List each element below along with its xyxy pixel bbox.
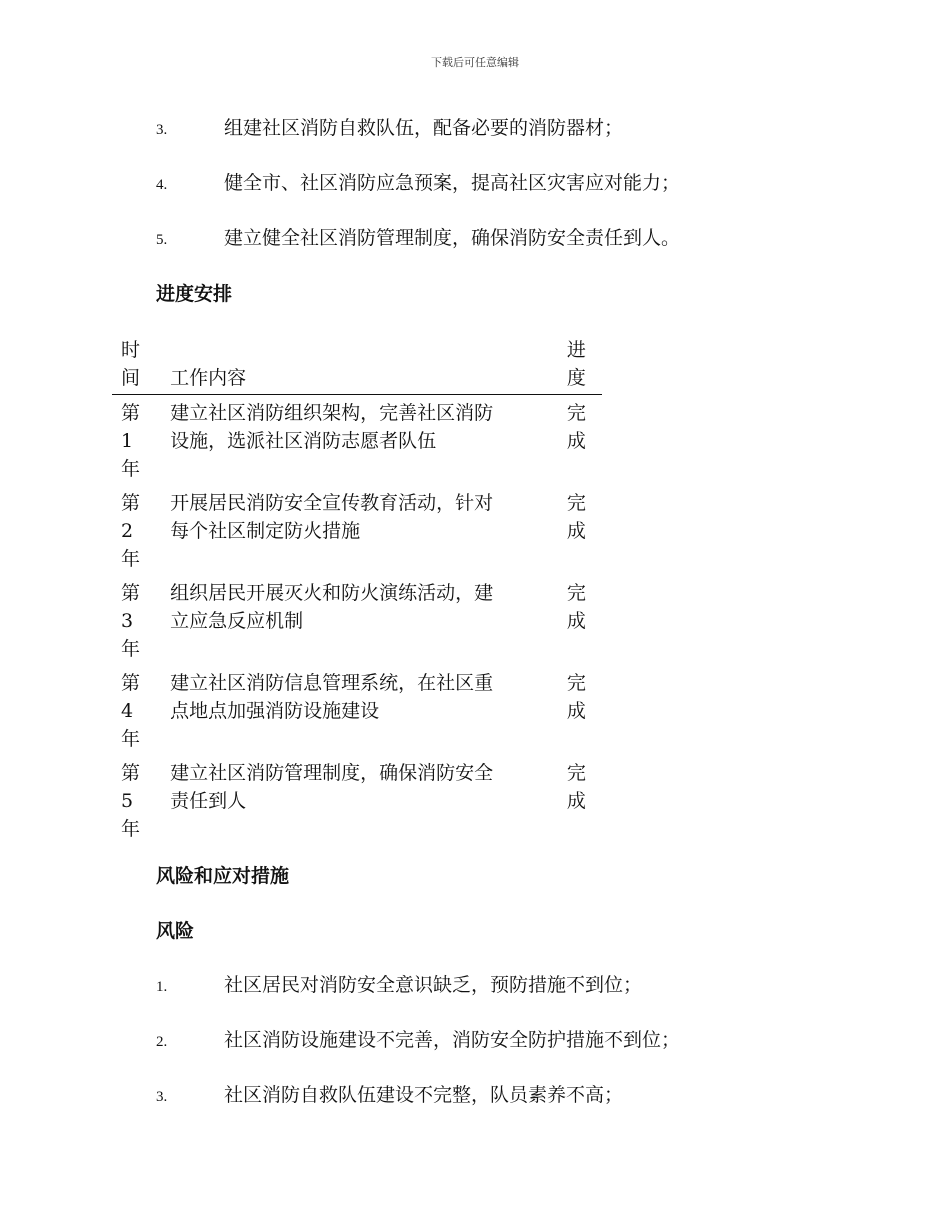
page-header: 下载后可任意编辑 [431,56,519,69]
list-number: 1. [156,979,168,995]
cell-content: 建立社区消防管理制度，确保消防安全 责任到人 [170,762,494,812]
list-number: 5. [156,232,168,248]
cell-time: 第 1 年 [121,402,141,480]
cell-time: 第 3 年 [121,582,141,660]
list-text: 社区消防设施建设不完善，消防安全防护措施不到位； [224,1029,681,1051]
cell-progress: 完 成 [566,672,586,722]
cell-time: 第 2 年 [121,492,141,570]
cell-content: 建立社区消防组织架构，完善社区消防 设施，选派社区消防志愿者队伍 [170,402,494,452]
goals-list [156,113,680,278]
list-text: 建立健全社区消防管理制度，确保消防安全责任到人。 [224,227,681,249]
header-progress: 进 度 [563,336,602,395]
list-number: 4. [156,177,168,193]
table-row [112,755,602,845]
list-number: 3. [156,122,168,138]
list-item [156,168,680,223]
risk-subheading: 风险 [156,920,195,942]
list-item [156,223,680,278]
cell-content: 建立社区消防信息管理系统，在社区重 点地点加强消防设施建设 [170,672,494,722]
list-item [156,1025,680,1080]
cell-progress: 完 成 [566,402,586,452]
list-text: 健全市、社区消防应急预案，提高社区灾害应对能力； [224,172,681,194]
table-row [112,395,602,486]
cell-progress: 完 成 [566,492,586,542]
schedule-heading: 进度安排 [156,283,233,305]
header-time: 时 间 [112,336,156,395]
table-header-row [112,336,602,395]
cell-progress: 完 成 [566,762,586,812]
list-text: 组建社区消防自救队伍，配备必要的消防器材； [224,117,624,139]
list-number: 3. [156,1089,168,1105]
list-number: 2. [156,1034,168,1050]
list-item [156,1080,680,1135]
list-item [156,970,680,1025]
cell-content: 开展居民消防安全宣传教育活动，针对 每个社区制定防火措施 [170,492,494,542]
list-text: 社区消防自救队伍建设不完整，队员素养不高； [224,1084,624,1106]
risk-heading: 风险和应对措施 [156,865,290,887]
cell-time: 第 4 年 [121,672,141,750]
cell-time: 第 5 年 [121,762,141,840]
table-row [112,665,602,755]
cell-progress: 完 成 [566,582,586,632]
cell-content: 组织居民开展灭火和防火演练活动，建 立应急反应机制 [170,582,494,632]
table-row [112,575,602,665]
risk-list [156,970,680,1135]
schedule-table [112,336,602,845]
header-content: 工作内容 [156,336,563,395]
table-row [112,485,602,575]
list-text: 社区居民对消防安全意识缺乏，预防措施不到位； [224,974,643,996]
list-item [156,113,680,168]
